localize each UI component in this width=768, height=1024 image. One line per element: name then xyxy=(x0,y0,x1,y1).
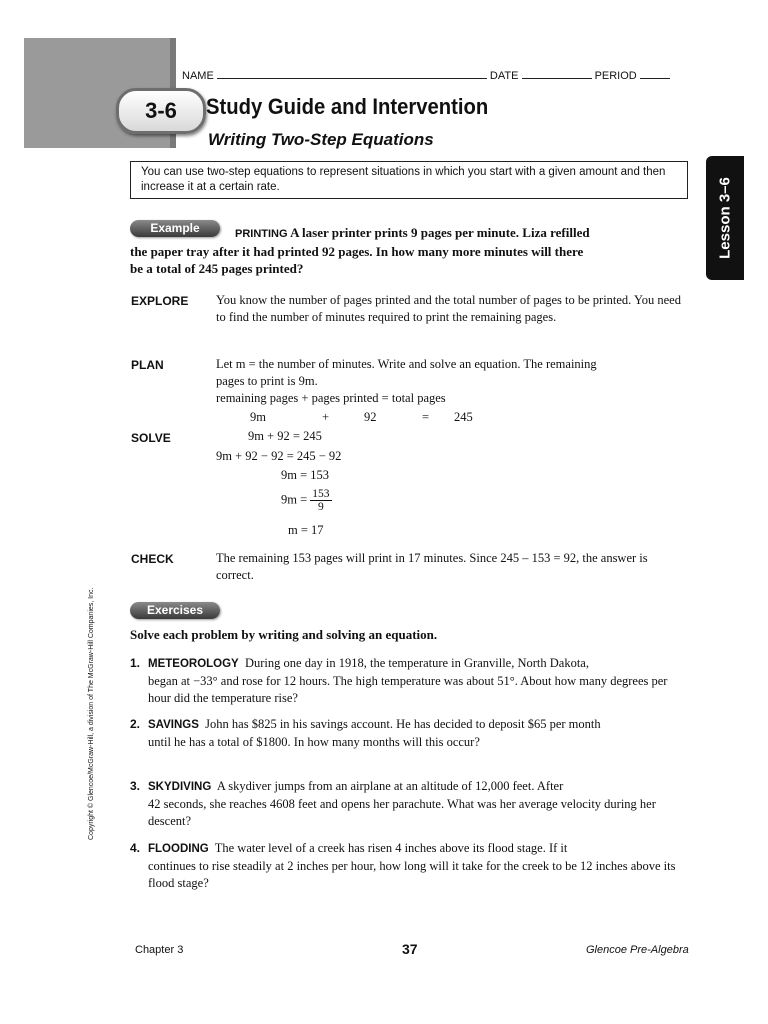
period-field[interactable] xyxy=(640,69,670,79)
solve-result: m = 17 xyxy=(288,523,324,537)
exercise-number: 2. xyxy=(130,717,141,731)
plan-eq-plus: + xyxy=(322,410,330,424)
exercise-rest: continues to rise steadily at 2 inches per hour, how long will it take for the creek to be 12 inches above its flood stage? xyxy=(148,859,676,890)
example-tag: PRINTING xyxy=(235,228,288,240)
exercises-prompt: Solve each problem by writing and solving an equation. xyxy=(130,627,438,642)
exercise-number: 1. xyxy=(130,656,141,670)
exercise-topic: SAVINGS xyxy=(148,719,199,731)
check-label: CHECK xyxy=(131,552,174,566)
lesson-side-tab-label: Lesson 3–6 xyxy=(716,177,734,259)
exercise-item-2 xyxy=(130,716,690,751)
exercise-number: 3. xyxy=(130,779,141,793)
exercise-topic: METEOROLOGY xyxy=(148,658,239,670)
exercise-item-3 xyxy=(130,778,690,830)
page-subtitle: Writing Two-Step Equations xyxy=(208,130,434,149)
lesson-number-badge: 3-6 xyxy=(116,88,206,134)
example-text-line1: A laser printer prints 9 pages per minute. Liza refilled xyxy=(290,225,590,240)
plan-eq-equals: = xyxy=(422,410,430,424)
footer-book-title: Glencoe Pre-Algebra xyxy=(586,944,689,956)
solve-line-2: 9m + 92 − 92 = 245 − 92 xyxy=(216,449,342,463)
intro-box: You can use two-step equations to represent situations in which you start with a given amount and then increase it at a certain rate. xyxy=(130,161,688,199)
plan-text xyxy=(216,356,686,407)
plan-line1: Let m = the number of minutes. Write and solve an equation. The remaining xyxy=(216,357,597,371)
solve-line-1: 9m + 92 = 245 xyxy=(248,429,322,443)
exercises-badge: Exercises xyxy=(130,602,220,619)
exercise-item-4 xyxy=(130,840,690,892)
exercise-topic: FLOODING xyxy=(148,843,209,855)
example-badge: Example xyxy=(130,220,220,237)
plan-label: PLAN xyxy=(131,358,164,372)
period-label: PERIOD xyxy=(594,70,637,82)
name-field[interactable] xyxy=(217,69,487,79)
example-problem xyxy=(130,224,690,277)
footer-chapter: Chapter 3 xyxy=(135,944,184,956)
explore-text: You know the number of pages printed and the total number of pages to be printed. You need to find the number of minutes required to print the remaining pages. xyxy=(216,293,681,324)
exercise-rest: 42 seconds, she reaches 4608 feet and opens her parachute. What was her average velocity during her descent? xyxy=(148,797,656,828)
exercise-rest: until he has a total of $1800. In how many months will this occur? xyxy=(148,735,480,749)
solve-fraction-numerator: 153 xyxy=(312,488,330,500)
solve-fraction-denominator: 9 xyxy=(318,501,324,513)
solve-label: SOLVE xyxy=(131,431,171,445)
solve-line-3: 9m = 153 xyxy=(281,468,330,482)
exercise-number: 4. xyxy=(130,841,141,855)
page-title: Study Guide and Intervention xyxy=(206,94,489,119)
example-text-line3: be a total of 245 pages printed? xyxy=(130,261,304,276)
exercise-rest: began at −33° and rose for 12 hours. The high temperature was about 51°. About how many degrees per hour did the temperature rise? xyxy=(148,674,668,705)
copyright-notice: Copyright © Glencoe/McGraw-Hill, a division of The McGraw-Hill Companies, Inc. xyxy=(88,587,95,840)
solve-fraction xyxy=(310,488,331,513)
plan-line3: remaining pages + pages printed = total pages xyxy=(216,391,446,405)
exercise-line1: During one day in 1918, the temperature in Granville, North Dakota, xyxy=(244,656,589,670)
plan-eq-term-9m: 9m xyxy=(250,410,266,424)
check-text: The remaining 153 pages will print in 17 minutes. Since 245 – 153 = 92, the answer is correct. xyxy=(216,551,648,582)
exercise-line1: The water level of a creek has risen 4 inches above its flood stage. If it xyxy=(214,841,568,855)
name-label: NAME xyxy=(182,70,214,82)
example-text-line2: the paper tray after it had printed 92 pages. In how many more minutes will there xyxy=(130,244,584,259)
exercise-line1: A skydiver jumps from an airplane at an altitude of 12,000 feet. After xyxy=(216,779,564,793)
plan-eq-term-92: 92 xyxy=(364,410,377,424)
explore-label: EXPLORE xyxy=(131,294,189,308)
solve-fraction-left: 9m = xyxy=(281,492,308,507)
date-label: DATE xyxy=(489,70,519,82)
plan-line2: pages to print is 9m. xyxy=(216,374,318,388)
plan-eq-term-245: 245 xyxy=(454,410,473,424)
exercise-item-1 xyxy=(130,655,690,707)
exercise-topic: SKYDIVING xyxy=(148,781,212,793)
footer-page-number: 37 xyxy=(402,941,418,957)
name-date-period-line xyxy=(182,69,692,82)
exercise-line1: John has $825 in his savings account. He has decided to deposit $65 per month xyxy=(205,717,601,731)
date-field[interactable] xyxy=(522,69,592,79)
solve-fraction-line xyxy=(281,488,332,513)
